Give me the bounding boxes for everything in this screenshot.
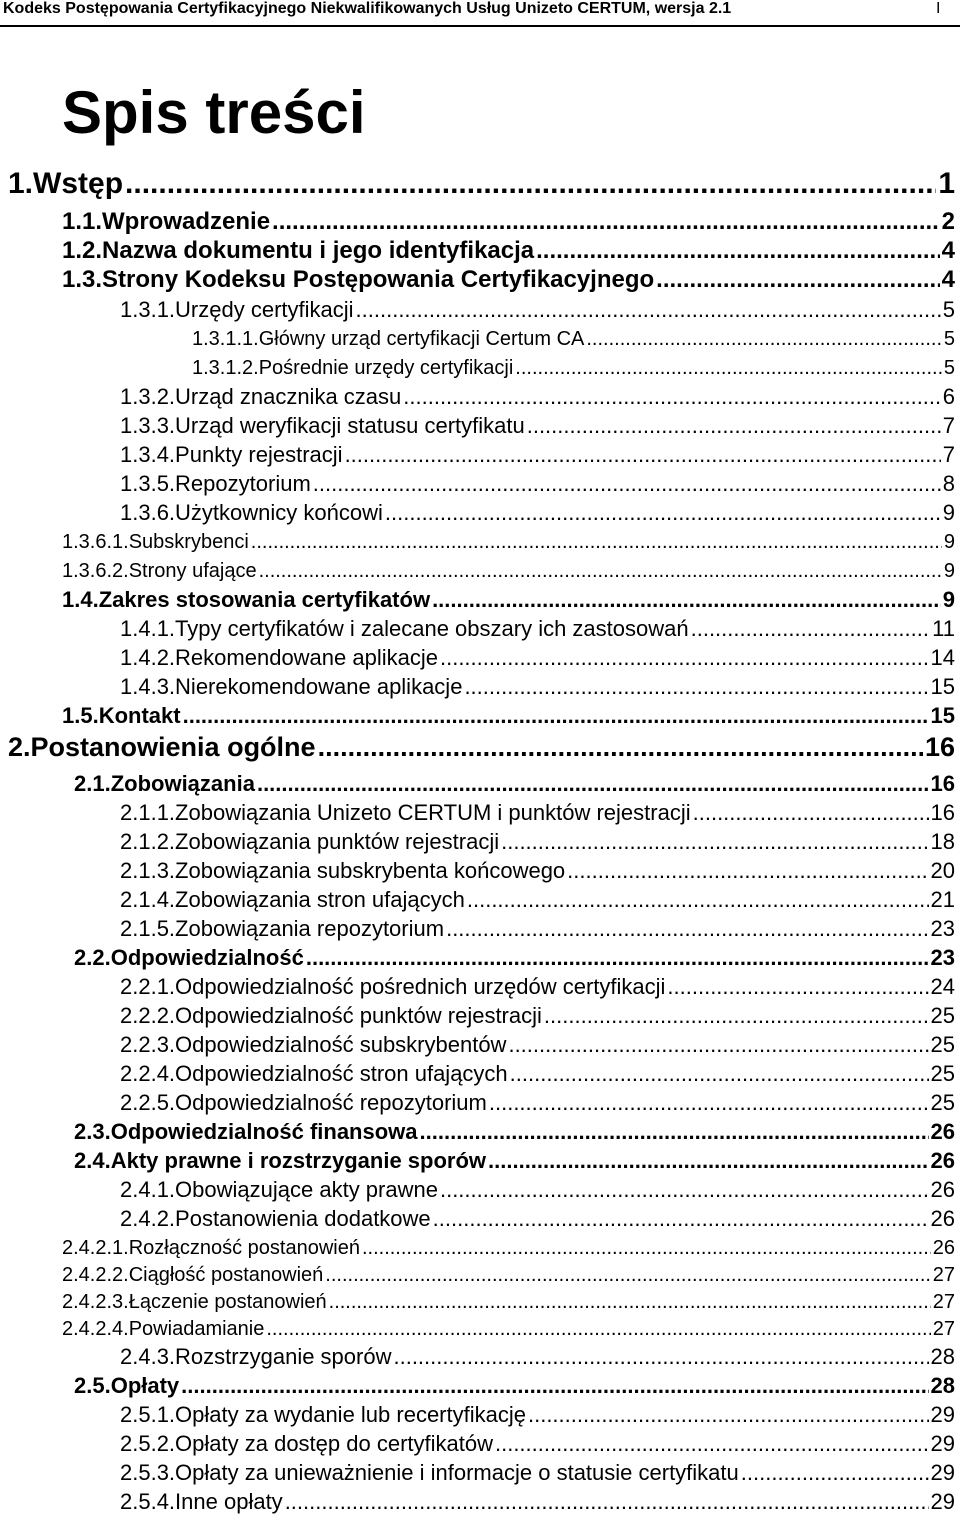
toc-dot-leader bbox=[488, 1148, 929, 1173]
toc-entry-page: 26 bbox=[930, 1148, 955, 1173]
toc-dot-leader bbox=[345, 442, 941, 467]
toc-entry-title: Główny urząd certyfikacji Certum CA bbox=[258, 328, 585, 350]
toc-entry-title: Pośrednie urzędy certyfikacji bbox=[258, 357, 514, 379]
toc-entry-number: 2.2.5. bbox=[120, 1090, 176, 1115]
toc-entry-page: 16 bbox=[930, 771, 955, 796]
toc-entry-page: 27 bbox=[932, 1291, 955, 1313]
toc-entry-title: Powiadamianie bbox=[128, 1318, 265, 1340]
toc-entry[interactable] bbox=[62, 1291, 955, 1314]
toc-entry-number: 2. bbox=[8, 732, 31, 762]
toc-entry-number: 2.4.2.3. bbox=[62, 1291, 129, 1313]
toc-entry-page: 23 bbox=[930, 945, 955, 970]
toc-entry-title: Inne opłaty bbox=[175, 1489, 283, 1514]
toc-entry-number: 1.3.1.2. bbox=[192, 357, 259, 379]
toc-entry[interactable] bbox=[120, 800, 955, 825]
toc-dot-leader bbox=[257, 771, 929, 796]
toc-entry-title: Opłaty za wydanie lub recertyfikację bbox=[175, 1402, 526, 1427]
toc-entry-page: 9 bbox=[942, 587, 955, 612]
toc-entry-page: 25 bbox=[930, 1003, 955, 1028]
toc-entry-page: 2 bbox=[941, 208, 955, 235]
toc-dot-leader bbox=[667, 974, 928, 999]
toc-entry[interactable] bbox=[62, 531, 955, 554]
toc-dot-leader bbox=[313, 471, 941, 496]
toc-entry[interactable] bbox=[120, 1344, 955, 1369]
toc-entry[interactable] bbox=[120, 616, 955, 641]
toc-entry-title: Opłaty bbox=[110, 1373, 180, 1398]
toc-entry-title: Odpowiedzialność finansowa bbox=[110, 1119, 418, 1144]
toc-entry[interactable] bbox=[120, 413, 955, 438]
toc-entry-number: 1.3.1. bbox=[120, 297, 176, 322]
toc-entry-page: 26 bbox=[930, 1119, 955, 1144]
toc-entry-number: 1.3.1.1. bbox=[192, 328, 259, 350]
toc-dot-leader bbox=[403, 384, 940, 409]
toc-entry-number: 2.5. bbox=[74, 1373, 111, 1398]
toc-entry-number: 1.3.6.1. bbox=[62, 531, 129, 553]
toc-entry[interactable] bbox=[62, 1237, 955, 1260]
toc-dot-leader bbox=[385, 500, 941, 525]
toc-entry-title: Odpowiedzialność pośrednich urzędów certyfikacji bbox=[175, 974, 666, 999]
toc-entry-number: 1.3.2. bbox=[120, 384, 176, 409]
toc-entry-title: Odpowiedzialność bbox=[110, 945, 304, 970]
toc-entry-page: 23 bbox=[930, 916, 955, 941]
toc-entry[interactable] bbox=[74, 771, 955, 796]
toc-entry-page: 27 bbox=[932, 1318, 955, 1340]
toc-entry-number: 1.4.3. bbox=[120, 674, 176, 699]
toc-entry-page: 25 bbox=[930, 1061, 955, 1086]
toc-entry[interactable] bbox=[120, 1489, 955, 1514]
toc-entry[interactable] bbox=[120, 1061, 955, 1086]
toc-entry[interactable] bbox=[120, 471, 955, 496]
toc-entry[interactable] bbox=[62, 237, 955, 265]
toc-entry[interactable] bbox=[120, 858, 955, 883]
toc-entry[interactable] bbox=[120, 1402, 955, 1427]
toc-dot-leader bbox=[510, 1061, 929, 1086]
toc-entry-number: 2.5.3. bbox=[120, 1460, 176, 1485]
toc-entry-title: Subskrybenci bbox=[128, 531, 249, 553]
toc-entry-title: Rozstrzyganie sporów bbox=[175, 1344, 392, 1369]
toc-dot-leader bbox=[495, 1431, 929, 1456]
toc-dot-leader bbox=[501, 829, 928, 854]
toc-entry-number: 2.3. bbox=[74, 1119, 111, 1144]
toc-dot-leader bbox=[285, 1489, 929, 1514]
toc-dot-leader bbox=[440, 645, 929, 670]
toc-entry-number: 1.4.1. bbox=[120, 616, 176, 641]
toc-entry-page: 5 bbox=[943, 328, 955, 350]
toc-entry-title: Użytkownicy końcowi bbox=[175, 500, 383, 525]
toc-entry[interactable] bbox=[120, 500, 955, 525]
toc-entry[interactable] bbox=[120, 1003, 955, 1028]
toc-entry[interactable] bbox=[62, 587, 955, 612]
toc-dot-leader bbox=[420, 1119, 929, 1144]
toc-entry-page: 24 bbox=[930, 974, 955, 999]
toc-dot-leader bbox=[251, 531, 942, 554]
toc-entry[interactable] bbox=[74, 945, 955, 970]
toc-entry-page: 14 bbox=[930, 645, 955, 670]
toc-entry-title: Nierekomendowane aplikacje bbox=[175, 674, 463, 699]
toc-entry-page: 26 bbox=[930, 1177, 955, 1202]
toc-entry-number: 2.4.3. bbox=[120, 1344, 176, 1369]
toc-entry-title: Postanowienia dodatkowe bbox=[175, 1206, 431, 1231]
toc-entry[interactable] bbox=[120, 645, 955, 670]
toc-entry-title: Urząd znacznika czasu bbox=[175, 384, 402, 409]
toc-entry[interactable] bbox=[192, 328, 955, 351]
toc-entry-page: 20 bbox=[930, 858, 955, 883]
toc-entry[interactable] bbox=[120, 887, 955, 912]
toc-entry-page: 4 bbox=[941, 237, 955, 264]
toc-entry-number: 2.1.5. bbox=[120, 916, 176, 941]
toc-dot-leader bbox=[362, 1237, 931, 1260]
toc-dot-leader bbox=[544, 1003, 929, 1028]
toc-entry-title: Repozytorium bbox=[175, 471, 311, 496]
toc-entry-page: 29 bbox=[930, 1431, 955, 1456]
toc-entry-title: Odpowiedzialność punktów rejestracji bbox=[175, 1003, 542, 1028]
toc-entry-page: 7 bbox=[942, 413, 955, 438]
toc-entry-page: 9 bbox=[943, 560, 955, 582]
toc-entry[interactable] bbox=[120, 974, 955, 999]
toc-entry-title: Odpowiedzialność repozytorium bbox=[175, 1090, 487, 1115]
toc-entry-page: 25 bbox=[930, 1090, 955, 1115]
toc-dot-leader bbox=[741, 1460, 929, 1485]
toc-entry-page: 15 bbox=[930, 674, 955, 699]
toc-entry-title: Kontakt bbox=[98, 703, 181, 728]
toc-entry-page: 8 bbox=[942, 471, 955, 496]
document-header-title: Kodeks Postępowania Certyfikacyjnego Niekwalifikowanych Usług Unizeto CERTUM, wersja 2.1 bbox=[3, 0, 732, 17]
toc-entry-title: Odpowiedzialność subskrybentów bbox=[175, 1032, 507, 1057]
toc-dot-leader bbox=[356, 297, 941, 322]
toc-entry-page: 16 bbox=[930, 800, 955, 825]
toc-entry-page: 18 bbox=[930, 829, 955, 854]
toc-entry-title: Zobowiązania punktów rejestracji bbox=[175, 829, 500, 854]
toc-entry-title: Strony ufające bbox=[128, 560, 257, 582]
toc-dot-leader bbox=[489, 1090, 929, 1115]
toc-entry-number: 2.1.4. bbox=[120, 887, 176, 912]
toc-entry-number: 2.2.4. bbox=[120, 1061, 176, 1086]
toc-entry-number: 1.5. bbox=[62, 703, 99, 728]
toc-dot-leader bbox=[181, 1373, 928, 1398]
toc-entry[interactable] bbox=[62, 208, 955, 236]
toc-entry-number: 2.2.1. bbox=[120, 974, 176, 999]
toc-entry-number: 1.2. bbox=[62, 237, 103, 264]
toc-entry-number: 2.1.2. bbox=[120, 829, 176, 854]
toc-entry-page: 28 bbox=[930, 1373, 955, 1398]
toc-entry[interactable] bbox=[62, 560, 955, 583]
toc-entry[interactable] bbox=[62, 703, 955, 728]
toc-entry-title: Ciągłość postanowień bbox=[128, 1264, 324, 1286]
toc-entry-page: 6 bbox=[942, 384, 955, 409]
toc-entry-page: 4 bbox=[941, 266, 955, 293]
toc-entry[interactable] bbox=[8, 732, 955, 763]
toc-dot-leader bbox=[393, 1344, 928, 1369]
toc-entry-title: Akty prawne i rozstrzyganie sporów bbox=[110, 1148, 487, 1173]
toc-entry-number: 1.3.6.2. bbox=[62, 560, 129, 582]
toc-entry[interactable] bbox=[62, 1264, 955, 1287]
toc-entry[interactable] bbox=[8, 167, 955, 202]
toc-dot-leader bbox=[508, 1032, 928, 1057]
toc-entry-title: Wstęp bbox=[33, 167, 124, 200]
toc-entry-page: 25 bbox=[930, 1032, 955, 1057]
toc-dot-leader bbox=[306, 945, 929, 970]
toc-entry[interactable] bbox=[120, 674, 955, 699]
toc-entry-number: 1.1. bbox=[62, 208, 103, 235]
toc-dot-leader bbox=[259, 560, 942, 583]
toc-dot-leader bbox=[586, 328, 942, 351]
toc-entry-number: 2.4.2.1. bbox=[62, 1237, 129, 1259]
toc-entry-title: Opłaty za unieważnienie i informacje o statusie certyfikatu bbox=[175, 1460, 739, 1485]
toc-entry[interactable] bbox=[120, 1206, 955, 1231]
toc-entry-title: Rozłączność postanowień bbox=[128, 1237, 360, 1259]
toc-entry-page: 5 bbox=[943, 357, 955, 379]
toc-dot-leader bbox=[329, 1291, 931, 1314]
toc-entry-number: 2.5.2. bbox=[120, 1431, 176, 1456]
toc-dot-leader bbox=[446, 916, 928, 941]
toc-entry-page: 9 bbox=[943, 531, 955, 553]
toc-entry-page: 5 bbox=[942, 297, 955, 322]
toc-entry[interactable] bbox=[120, 1032, 955, 1057]
toc-entry-title: Zobowiązania Unizeto CERTUM i punktów rejestracji bbox=[175, 800, 691, 825]
toc-dot-leader bbox=[433, 1206, 929, 1231]
toc-entry[interactable] bbox=[120, 829, 955, 854]
toc-entry[interactable] bbox=[62, 266, 955, 294]
toc-entry[interactable] bbox=[120, 1090, 955, 1115]
toc-entry-title: Postanowienia ogólne bbox=[30, 732, 316, 762]
toc-entry-number: 1.4.2. bbox=[120, 645, 176, 670]
toc-dot-leader bbox=[528, 1402, 929, 1427]
toc-dot-leader bbox=[527, 413, 941, 438]
toc-entry-page: 11 bbox=[932, 616, 955, 641]
toc-entry-page: 16 bbox=[924, 732, 955, 762]
toc-entry[interactable] bbox=[192, 357, 955, 380]
toc-entry[interactable] bbox=[120, 1177, 955, 1202]
toc-dot-leader bbox=[432, 587, 941, 612]
toc-entry-number: 1. bbox=[8, 167, 34, 200]
toc-entry[interactable] bbox=[120, 1460, 955, 1485]
toc-entry-number: 2.4.1. bbox=[120, 1177, 176, 1202]
toc-entry-title: Zakres stosowania certyfikatów bbox=[98, 587, 431, 612]
toc-entry[interactable] bbox=[74, 1373, 955, 1398]
toc-dot-leader bbox=[536, 237, 940, 265]
toc-entry[interactable] bbox=[74, 1148, 955, 1173]
toc-dot-leader bbox=[567, 858, 928, 883]
toc-entry-number: 2.4.2. bbox=[120, 1206, 176, 1231]
toc-entry[interactable] bbox=[120, 916, 955, 941]
toc-dot-leader bbox=[691, 616, 931, 641]
toc-dot-leader bbox=[318, 732, 923, 763]
toc-entry-page: 15 bbox=[930, 703, 955, 728]
toc-entry-title: Opłaty za dostęp do certyfikatów bbox=[175, 1431, 493, 1456]
toc-entry-page: 1 bbox=[938, 167, 955, 200]
toc-entry[interactable] bbox=[120, 442, 955, 467]
toc-entry-title: Odpowiedzialność stron ufających bbox=[175, 1061, 508, 1086]
toc-entry[interactable] bbox=[120, 1431, 955, 1456]
toc-entry-title: Zobowiązania repozytorium bbox=[175, 916, 445, 941]
toc-entry-page: 7 bbox=[942, 442, 955, 467]
toc-entry-title: Zobowiązania bbox=[110, 771, 255, 796]
toc-entry-page: 9 bbox=[942, 500, 955, 525]
toc-entry-number: 1.3.5. bbox=[120, 471, 176, 496]
toc-entry[interactable] bbox=[62, 1318, 955, 1341]
toc-entry-title: Zobowiązania stron ufających bbox=[175, 887, 465, 912]
toc-entry-page: 29 bbox=[930, 1402, 955, 1427]
toc-entry-title: Urząd weryfikacji statusu certyfikatu bbox=[175, 413, 525, 438]
toc-entry-title: Rekomendowane aplikacje bbox=[175, 645, 438, 670]
toc-entry-page: 27 bbox=[932, 1264, 955, 1286]
toc-dot-leader bbox=[440, 1177, 929, 1202]
page-title: Spis treści bbox=[62, 79, 366, 146]
toc-entry-number: 2.4.2.4. bbox=[62, 1318, 129, 1340]
toc-entry-page: 29 bbox=[930, 1460, 955, 1485]
toc-entry-number: 2.5.4. bbox=[120, 1489, 176, 1514]
toc-entry-number: 1.3. bbox=[62, 266, 103, 293]
toc-entry-number: 2.1. bbox=[74, 771, 111, 796]
toc-dot-leader bbox=[183, 703, 929, 728]
toc-entry-number: 2.2. bbox=[74, 945, 111, 970]
toc-entry-number: 1.3.6. bbox=[120, 500, 176, 525]
toc-dot-leader bbox=[515, 357, 942, 380]
toc-entry-title: Wprowadzenie bbox=[102, 208, 271, 235]
toc-dot-leader bbox=[693, 800, 929, 825]
toc-dot-leader bbox=[266, 1318, 930, 1341]
toc-entry-number: 2.4. bbox=[74, 1148, 111, 1173]
toc-entry-title: Urzędy certyfikacji bbox=[175, 297, 354, 322]
toc-dot-leader bbox=[467, 887, 929, 912]
toc-entry-number: 2.5.1. bbox=[120, 1402, 176, 1427]
toc-entry-number: 1.3.4. bbox=[120, 442, 176, 467]
toc-entry-number: 1.3.3. bbox=[120, 413, 176, 438]
toc-entry-title: Zobowiązania subskrybenta końcowego bbox=[175, 858, 566, 883]
toc-entry-page: 26 bbox=[932, 1237, 955, 1259]
header-page-number: I bbox=[936, 0, 941, 17]
toc-entry-title: Punkty rejestracji bbox=[175, 442, 343, 467]
toc-entry-number: 2.2.2. bbox=[120, 1003, 176, 1028]
toc-dot-leader bbox=[464, 674, 928, 699]
toc-entry-page: 28 bbox=[930, 1344, 955, 1369]
toc-entry-title: Strony Kodeksu Postępowania Certyfikacyjnego bbox=[102, 266, 655, 293]
toc-dot-leader bbox=[125, 167, 936, 202]
toc-entry-title: Łączenie postanowień bbox=[128, 1291, 327, 1313]
toc-entry[interactable] bbox=[120, 297, 955, 322]
toc-entry-page: 21 bbox=[930, 887, 955, 912]
toc-entry-page: 29 bbox=[930, 1489, 955, 1514]
toc-entry-page: 26 bbox=[930, 1206, 955, 1231]
toc-entry-number: 2.1.3. bbox=[120, 858, 176, 883]
toc-entry-title: Nazwa dokumentu i jego identyfikacja bbox=[102, 237, 535, 264]
toc-dot-leader bbox=[272, 208, 940, 236]
toc-entry-number: 2.1.1. bbox=[120, 800, 176, 825]
toc-entry-number: 2.2.3. bbox=[120, 1032, 176, 1057]
toc-entry[interactable] bbox=[120, 384, 955, 409]
toc-entry-title: Typy certyfikatów i zalecane obszary ich zastosowań bbox=[175, 616, 689, 641]
toc-dot-leader bbox=[656, 266, 939, 294]
toc-dot-leader bbox=[325, 1264, 930, 1287]
toc-entry-title: Obowiązujące akty prawne bbox=[175, 1177, 438, 1202]
toc-entry-number: 1.4. bbox=[62, 587, 99, 612]
toc-entry-number: 2.4.2.2. bbox=[62, 1264, 129, 1286]
toc-entry[interactable] bbox=[74, 1119, 955, 1144]
